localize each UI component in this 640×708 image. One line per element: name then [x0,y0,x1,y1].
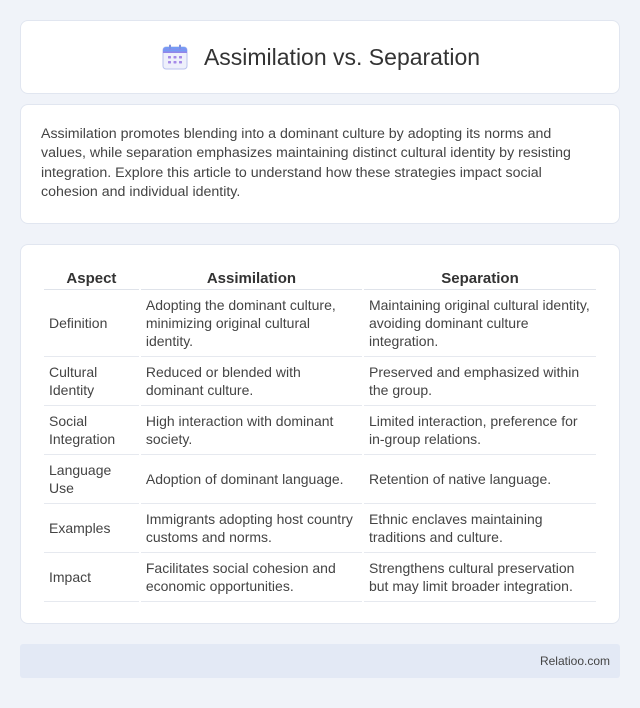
cell-separation: Ethnic enclaves maintaining traditions and culture. [364,504,596,553]
cell-separation: Maintaining original cultural identity, avoiding dominant culture integration. [364,290,596,357]
cell-assimilation: Facilitates social cohesion and economic opportunities. [141,553,362,602]
footer-brand: Relatioo.com [539,654,610,668]
header-assimilation: Assimilation [141,265,362,290]
cell-aspect: Examples [44,504,139,553]
cell-assimilation: Adopting the dominant culture, minimizing original cultural identity. [141,290,362,357]
calendar-icon [160,42,190,72]
cell-aspect: Definition [44,290,139,357]
cell-separation: Preserved and emphasized within the group. [364,357,596,406]
header-aspect: Aspect [44,265,139,290]
table-row [44,357,596,406]
table-row [44,406,596,455]
comparison-table [42,265,598,602]
cell-aspect: Impact [44,553,139,602]
cell-aspect: Language Use [44,455,139,504]
intro-card [20,104,620,224]
cell-aspect: Cultural Identity [44,357,139,406]
table-row [44,455,596,504]
cell-separation: Retention of native language. [364,455,596,504]
page-title: Assimilation vs. Separation [203,43,481,70]
table-header-row [44,265,596,290]
cell-assimilation: Adoption of dominant language. [141,455,362,504]
header-separation: Separation [364,265,596,290]
comparison-card [20,244,620,624]
cell-assimilation: Immigrants adopting host country customs and norms. [141,504,362,553]
cell-separation: Limited interaction, preference for in-group relations. [364,406,596,455]
intro-text: Assimilation promotes blending into a dominant culture by adopting its norms and values, while separation emphasizes maintaining distinct cultural identity by resisting integration. Explore this article to understand how these strategies impact social cohesion and individual identity. [41,126,571,201]
cell-separation: Strengthens cultural preservation but may limit broader integration. [364,553,596,602]
title-card [20,20,620,94]
footer-bar [20,644,620,678]
cell-assimilation: Reduced or blended with dominant culture. [141,357,362,406]
table-row [44,504,596,553]
table-row [44,290,596,357]
cell-assimilation: High interaction with dominant society. [141,406,362,455]
table-row [44,553,596,602]
cell-aspect: Social Integration [44,406,139,455]
